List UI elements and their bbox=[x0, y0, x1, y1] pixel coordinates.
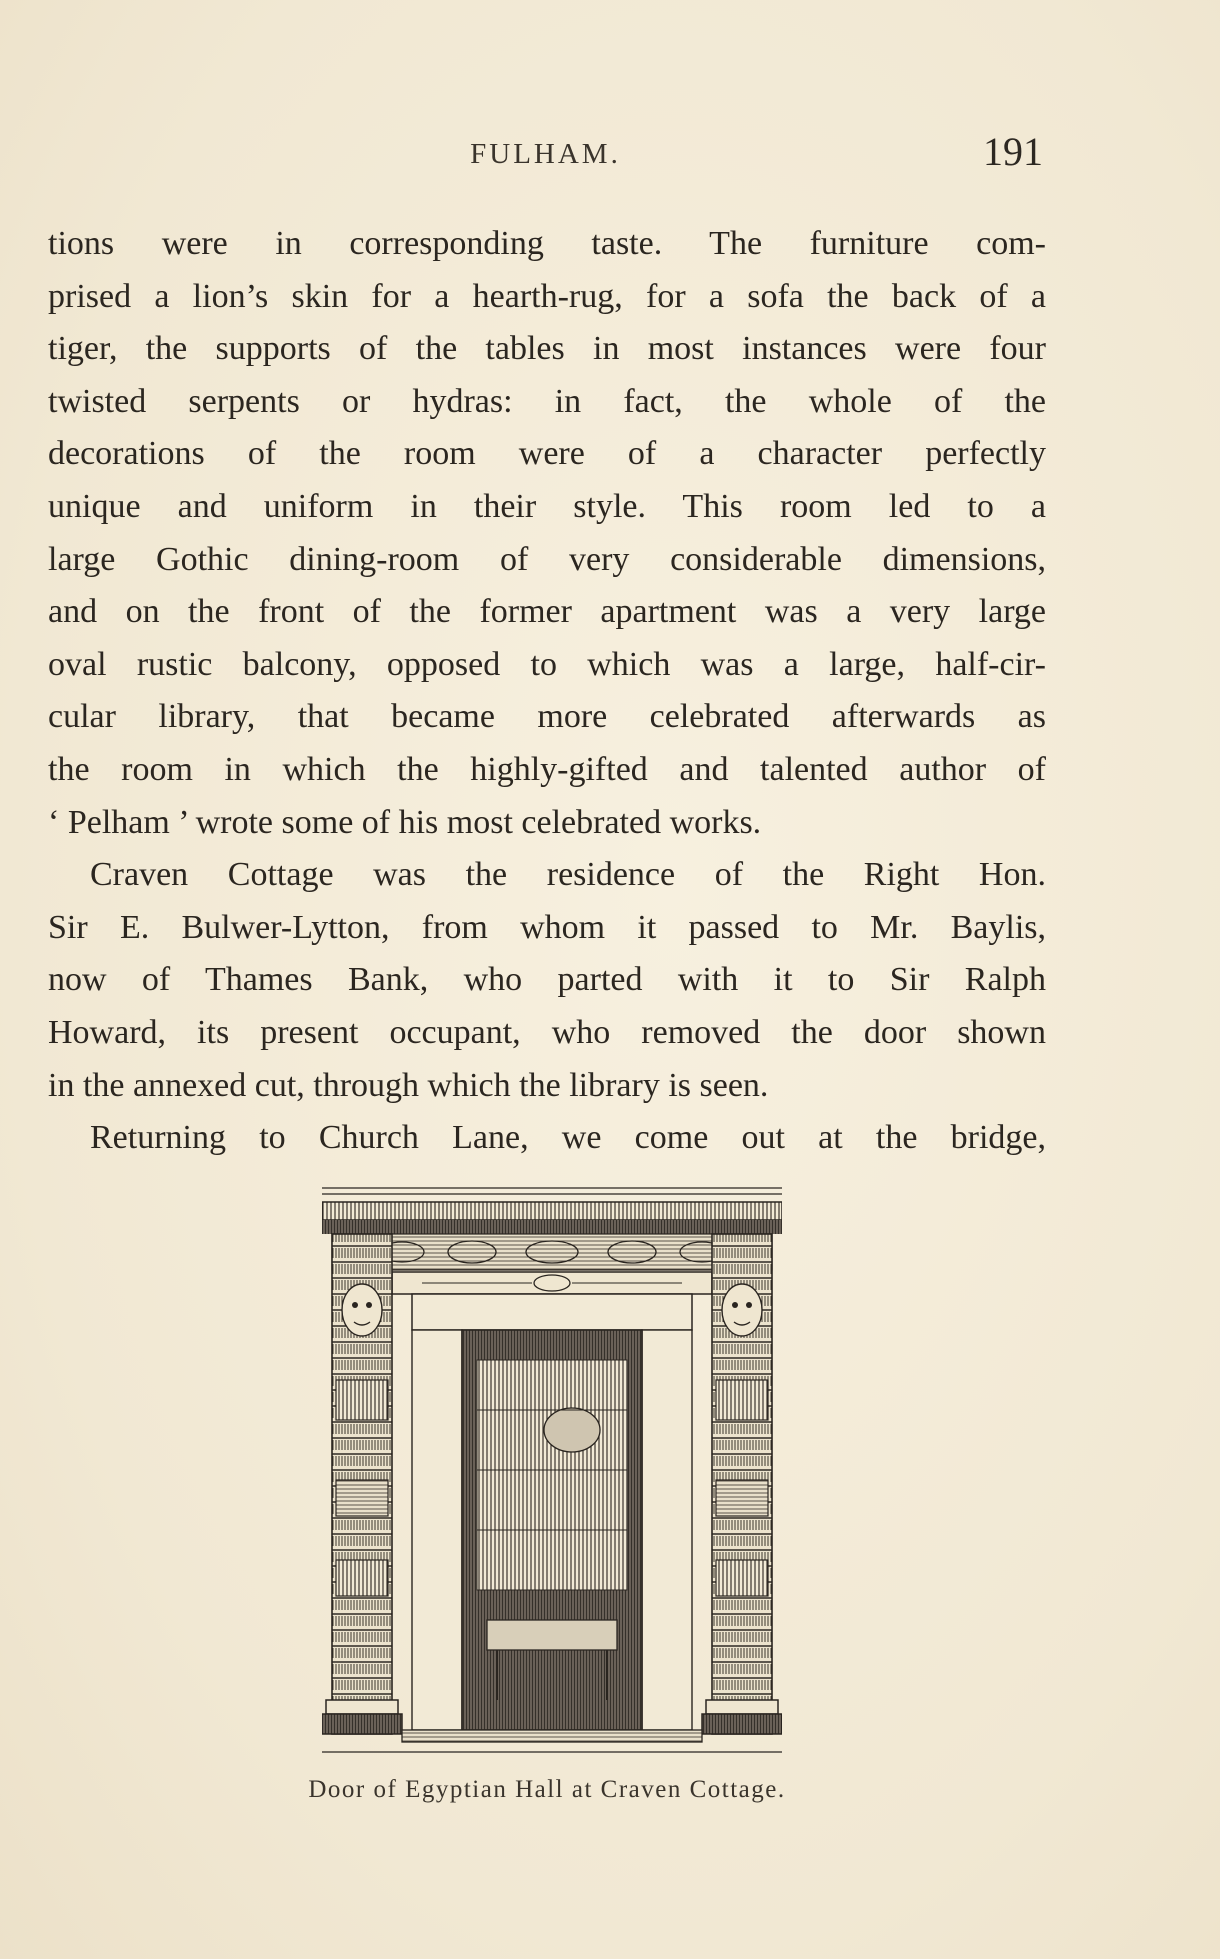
text-line: oval rustic balcony, opposed to which was a large, half-cir- bbox=[48, 645, 1046, 683]
egyptian-door-engraving bbox=[322, 1180, 782, 1770]
text-line: tions were in corresponding taste. The furniture com- bbox=[48, 225, 1046, 262]
text-line: cular library, that became more celebrated afterwards as bbox=[48, 698, 1046, 736]
running-head bbox=[48, 128, 1043, 178]
text-line: decorations of the room were of a character perfectly bbox=[48, 435, 1046, 473]
running-title: FULHAM. bbox=[470, 138, 621, 170]
text-line: large Gothic dining-room of very considerable dimensions, bbox=[48, 540, 1046, 578]
text-line: the room in which the highly-gifted and talented author of bbox=[48, 750, 1046, 788]
text-line: Sir E. Bulwer-Lytton, from whom it passed to Mr. Baylis, bbox=[48, 908, 1046, 946]
page-number: 191 bbox=[983, 129, 1043, 174]
figure-caption: Door of Egyptian Hall at Craven Cottage. bbox=[308, 1776, 786, 1803]
body-text bbox=[48, 218, 1046, 1165]
text-line: unique and uniform in their style. This room led to a bbox=[48, 487, 1046, 525]
text-line: prised a lion’s skin for a hearth-rug, for a sofa the back of a bbox=[48, 277, 1046, 315]
text-line: Returning to Church Lane, we come out at the bridge, bbox=[90, 1119, 1046, 1157]
text-line: Howard, its present occupant, who removed the door shown bbox=[48, 1013, 1046, 1051]
text-line: now of Thames Bank, who parted with it to Sir Ralph bbox=[48, 961, 1046, 999]
text-line: Craven Cottage was the residence of the Right Hon. bbox=[90, 856, 1046, 894]
text-line: and on the front of the former apartment was a very large bbox=[48, 593, 1046, 631]
text-line: twisted serpents or hydras: in fact, the whole of the bbox=[48, 382, 1046, 420]
text-line: in the annexed cut, through which the library is seen. bbox=[48, 1066, 769, 1104]
text-line: tiger, the supports of the tables in most instances were four bbox=[48, 330, 1046, 368]
text-line: ‘ Pelham ’ wrote some of his most celebrated works. bbox=[48, 803, 762, 841]
